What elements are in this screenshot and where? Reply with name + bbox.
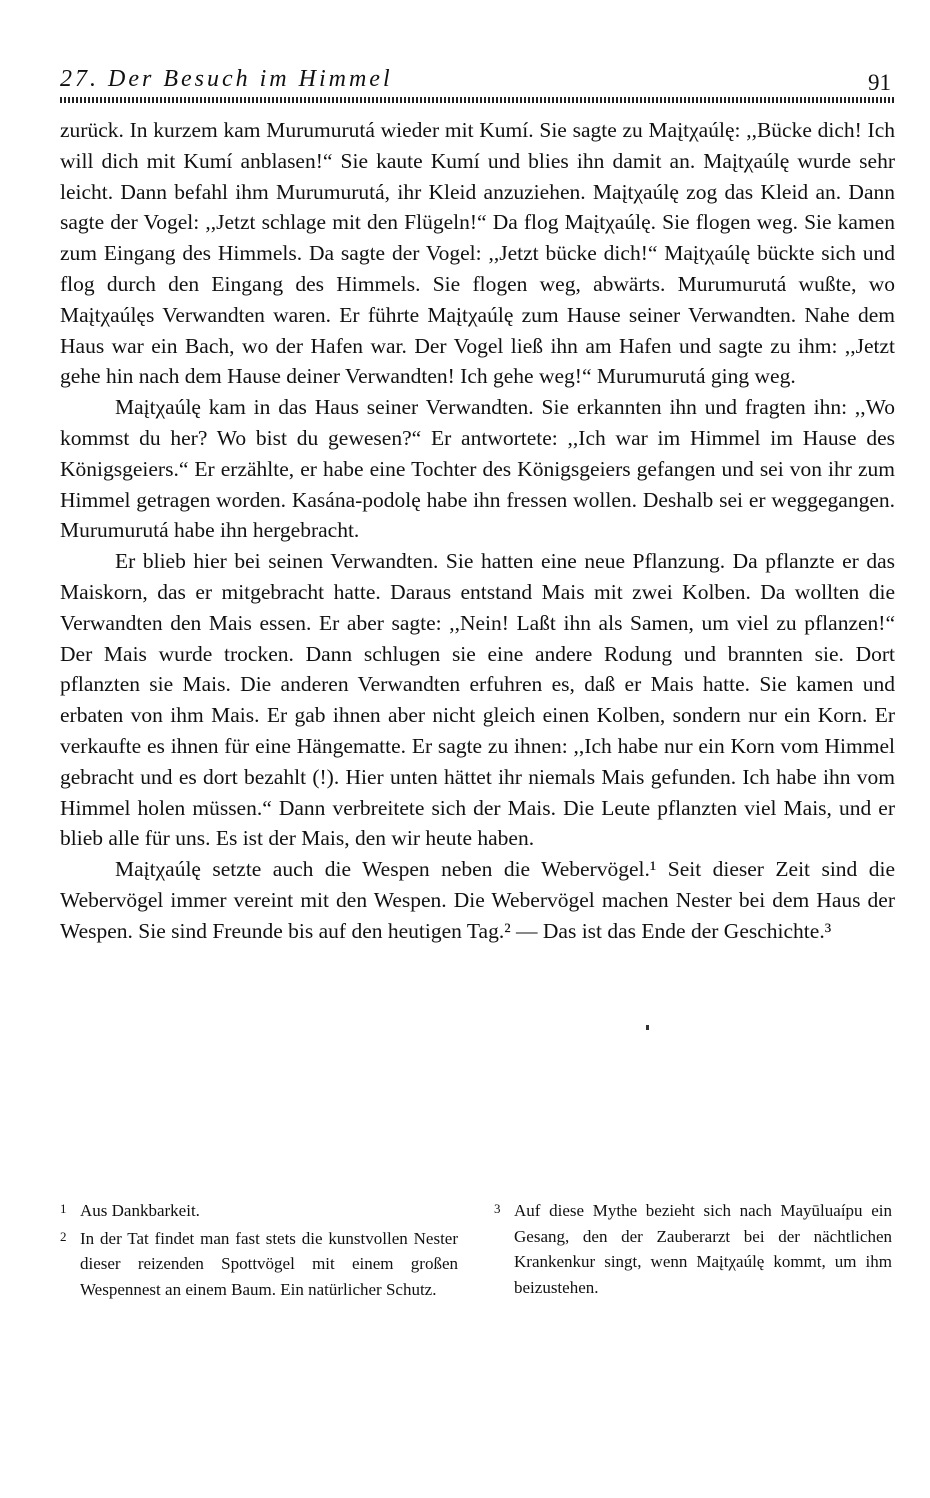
footnote-2 — [60, 1224, 458, 1303]
footnotes — [60, 1196, 895, 1356]
paragraph-3: Er blieb hier bei seinen Verwandten. Sie hatten eine neue Pflanzung. Da pflanzte er das Maiskorn, das er mitgebracht hatte. Daraus entstand Mais mit zwei Kolben. Da wollten die Verwandten den Mais essen. Er aber sagte: ,,Nein! Laßt ihn als Samen, um viel zu pflanzen!“ Der Mais wurde trocken. Dann schlugen sie eine andere Rodung und brannten sie. Dort pflanzten sie Mais. Die anderen Verwandten erfuhren es, daß er Mais hatte. Sie kamen und erbaten von ihm Mais. Er gab ihnen aber nicht gleich einen Kolben, sondern nur ein Korn. Er verkaufte es ihnen für eine Hängematte. Er sagte zu ihnen: ,,Ich habe nur ein Korn vom Himmel gebracht und es dort bezahlt (!). Hier unten hättet ihr niemals Mais gefunden. Ich habe ihn vom Himmel holen müssen.“ Dann verbreitete sich der Mais. Die Leute pflanzten viel Mais, und er blieb alle für uns. Es ist der Mais, den wir heute haben. — [60, 549, 895, 851]
footnotes-left-column — [60, 1196, 458, 1302]
body-text — [60, 115, 895, 947]
ink-speck — [646, 1025, 649, 1030]
paragraph-1: zurück. In kurzem kam Murumurutá wieder mit Kumí. Sie sagte zu Maįtχaúlę: ,,Bücke dich! Ich will dich mit Kumí anblasen!“ Sie kaute Kumí und blies ihn damit an. Maįtχaúlę wurde sehr leicht. Dann befahl ihm Murumurutá, ihr Kleid anzuziehen. Maįtχaúlę zog das Kleid an. Dann sagte der Vogel: ,,Jetzt schlage mit den Flügeln!“ Da flog Maįtχaúlę. Sie flogen weg. Sie kamen zum Eingang des Himmels. Da sagte der Vogel: ,,Jetzt bücke dich!“ Maįtχaúlę bückte sich und flog durch den Eingang des Himmels. Sie flogen weg, abwärts. Murumurutá wußte, wo Maįtχaúlęs Verwandten waren. Er führte Maįtχaúlę zum Hause seiner Verwandten. Nahe dem Haus war ein Bach, wo der Hafen war. Der Vogel ließ ihn am Hafen und sagte zu ihm: ,,Jetzt gehe hin nach dem Hause deiner Verwandten! Ich gehe weg!“ Murumurutá ging weg. — [60, 118, 895, 389]
footnote-1-text: Aus Dankbarkeit. — [80, 1201, 200, 1220]
footnote-2-text: In der Tat findet man fast stets die kunstvollen Nester dieser reizenden Spottvögel mit einem großen Wespennest an einem Baum. Ein natürlicher Schutz. — [80, 1228, 458, 1299]
footnote-3-text: Auf diese Mythe bezieht sich nach Mayūluaípu ein Gesang, den der Zauberarzt bei der nächtlichen Krankenkur singt, wenn Maįtχaúlę kommt, um ihm beizustehen. — [514, 1201, 892, 1297]
paragraph-2: Maįtχaúlę kam in das Haus seiner Verwandten. Sie erkannten ihn und fragten ihn: ,,Wo kommst du her? Wo bist du gewesen?“ Er antwortete: ,,Ich war im Himmel im Hause des Königsgeiers.“ Er erzählte, er habe eine Tochter des Königsgeiers gefangen und sei von ihr zum Himmel getragen worden. Kasána-podolę habe ihn fressen wollen. Deshalb sei er weggegangen. Murumurutá habe ihn hergebracht. — [60, 395, 895, 543]
running-title: 27. Der Besuch im Himmel — [60, 66, 393, 92]
footnote-3 — [494, 1196, 892, 1300]
header-rule — [60, 97, 895, 103]
paragraph-4: Maįtχaúlę setzte auch die Wespen neben die Webervögel.¹ Seit dieser Zeit sind die Webervögel immer vereint mit den Wespen. Die Webervögel machen Nester bei dem Haus der Wespen. Sie sind Freunde bis auf den heutigen Tag.² — Das ist das Ende der Geschichte.³ — [60, 857, 895, 943]
page-number: 91 — [868, 70, 891, 95]
footnote-1 — [60, 1196, 458, 1224]
footnote-2-mark: 2 — [60, 1228, 67, 1244]
footnote-1-mark: 1 — [60, 1201, 67, 1216]
footnote-3-mark: 3 — [494, 1201, 501, 1216]
footnotes-right-column — [494, 1196, 892, 1300]
page-header — [60, 66, 895, 106]
